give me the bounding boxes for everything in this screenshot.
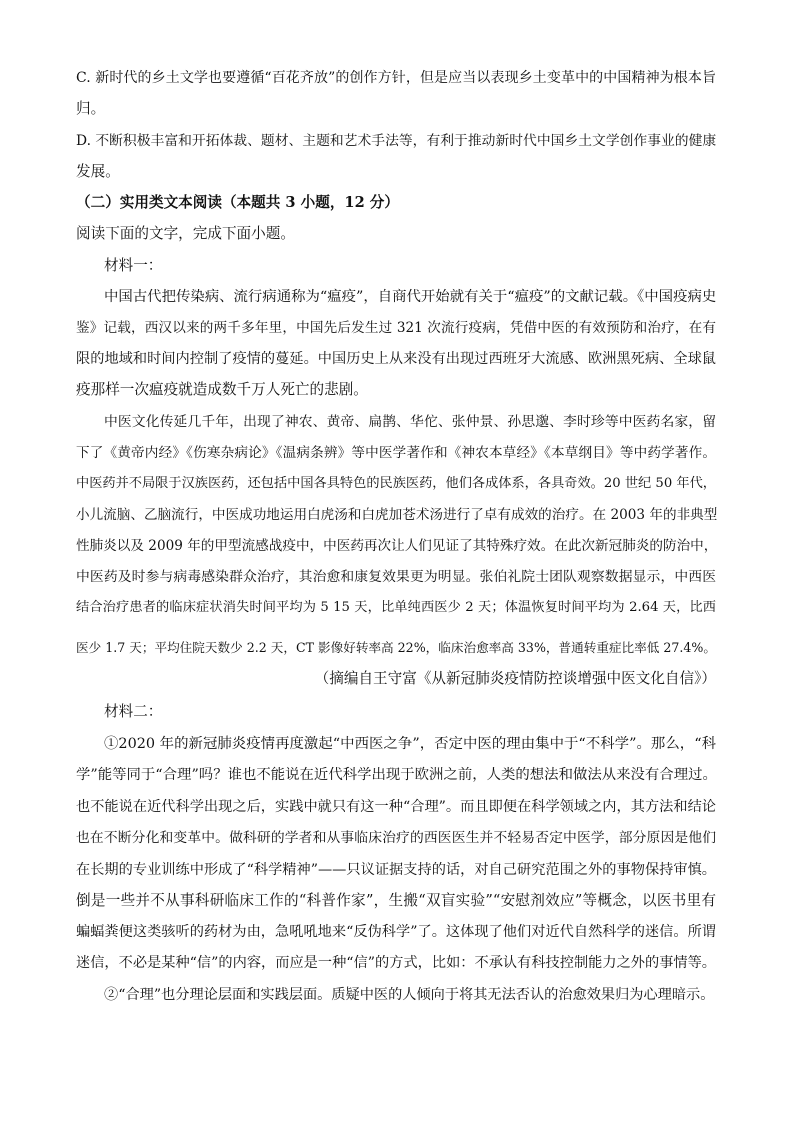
material-1-p1-line: 疫那样一次瘟疫就造成数千万人死亡的悲剧。 [76, 381, 368, 398]
section-heading: （二）实用类文本阅读（本题共 3 小题，12 分） [76, 194, 399, 211]
option-c-line-1: C. 新时代的乡土文学也要遵循“百花齐放”的创作方针，但是应当以表现乡土变革中的中国精神为根本旨 [76, 70, 716, 86]
material-2-p2-line: ②“合理”也分理论层面和实践层面。质疑中医的人倾向于将其无法否认的治愈效果归为心理暗示。 [104, 987, 715, 1003]
material-1-label: 材料一： [104, 257, 163, 274]
material-1-p1-line: 鉴》记载，西汉以来的两千多年里，中国先后发生过 321 次流行疫病，凭借中医的有效预防和治疗，在有 [76, 320, 716, 336]
material-2-label: 材料二： [104, 703, 163, 720]
material-1-p2-line: 中医文化传延几千年，出现了神农、黄帝、扁鹊、华佗、张仲景、孙思邈、李时珍等中医药名家，留 [104, 414, 716, 430]
material-2-p1-line: 迷信，不必是某种“信”的内容，而应是一种“信”的方式，比如：不承认有科技控制能力之外的事情等。 [76, 955, 716, 971]
material-1-p1-line: 限的地域和时间内控制了疫情的蔓延。中国历史上从来没有出现过西班牙大流感、欧洲黑死病、全球鼠 [76, 351, 716, 367]
material-1-p2-line: 性肺炎以及 2009 年的甲型流感战疫中，中医药再次让人们见证了其特殊疗效。在此次新冠肺炎的防治中， [76, 538, 718, 554]
material-1-p2-line: 中医药及时参与病毒感染群众治疗，其治愈和康复效果更为明显。张伯礼院士团队观察数据显示，中西医 [76, 569, 716, 585]
material-1-p2-line: 下了《黄帝内经》《伤寒杂病论》《温病条辨》等中医学著作和《神农本草经》《本草纲目》等中药学著作。 [76, 445, 716, 461]
material-2-p1-line: 蝙蝠粪便这类骇听的药材为由，急吼吼地来“反伪科学”了。这体现了他们对近代自然科学的迷信。所谓 [76, 924, 716, 940]
option-d-line-2: 发展。 [76, 163, 120, 180]
material-1-p2-line: 结合治疗患者的临床症状消失时间平均为 5 15 天，比单纯西医少 2 天；体温恢复时间平均为 2.64 天，比西 [76, 600, 716, 615]
option-c-line-2: 归。 [76, 100, 106, 117]
option-d-line-1: D. 不断积极丰富和开拓体裁、题材、主题和艺术手法等，有利于推动新时代中国乡土文学创作事业的健康 [76, 133, 717, 149]
material-1-p1-line: 中国古代把传染病、流行病通称为“瘟疫”，自商代开始就有关于“瘟疫”的文献记载。《中国疫病史 [104, 289, 717, 305]
material-1-p2-line: 中医药并不局限于汉族医药，还包括中国各具特色的民族医药，他们各成体系，各具奇效。20 世纪 50 年代， [76, 476, 716, 491]
material-2-p1-line: ①2020 年的新冠肺炎疫情再度激起“中西医之争”，否定中医的理由集中于“不科学”。那么，“科 [104, 736, 716, 752]
material-1-p2-line: 医少 1.7 天；平均住院天数少 2.2 天，CT 影像好转率高 22%，临床治愈率高 33%，普通转重症比率低 27.4%。 [76, 640, 716, 655]
material-1-source: （摘编自王守富《从新冠肺炎疫情防控谈增强中医文化自信》） [314, 670, 716, 687]
material-2-p1-line: 也在不断分化和变革中。做科研的学者和从事临床治疗的西医医生并不轻易否定中医学，部分原因是他们 [76, 830, 716, 846]
material-2-p1-line: 在长期的专业训练中形成了“科学精神”——只议证据支持的话，对自己研究范围之外的事物保持审慎。 [76, 862, 716, 878]
material-2-p1-line: 也不能说在近代科学出现之后，实践中就只有这一种“合理”。而且即便在科学领域之内，其方法和结论 [76, 799, 716, 815]
instruction-text: 阅读下面的文字，完成下面小题。 [76, 225, 295, 242]
material-1-p2-line: 小儿流脑、乙脑流行，中医成功地运用白虎汤和白虎加苍术汤进行了卓有成效的治疗。在 2003 年的非典型 [76, 507, 718, 523]
material-2-p1-line: 倒是一些并不从事科研临床工作的“科普作家”，生搬“双盲实验”“安慰剂效应”等概念，以医书里有 [76, 892, 716, 909]
material-2-p1-line: 学”能等同于“合理”吗？谁也不能说在近代科学出现于欧洲之前，人类的想法和做法从来没有合理过。 [76, 767, 717, 783]
